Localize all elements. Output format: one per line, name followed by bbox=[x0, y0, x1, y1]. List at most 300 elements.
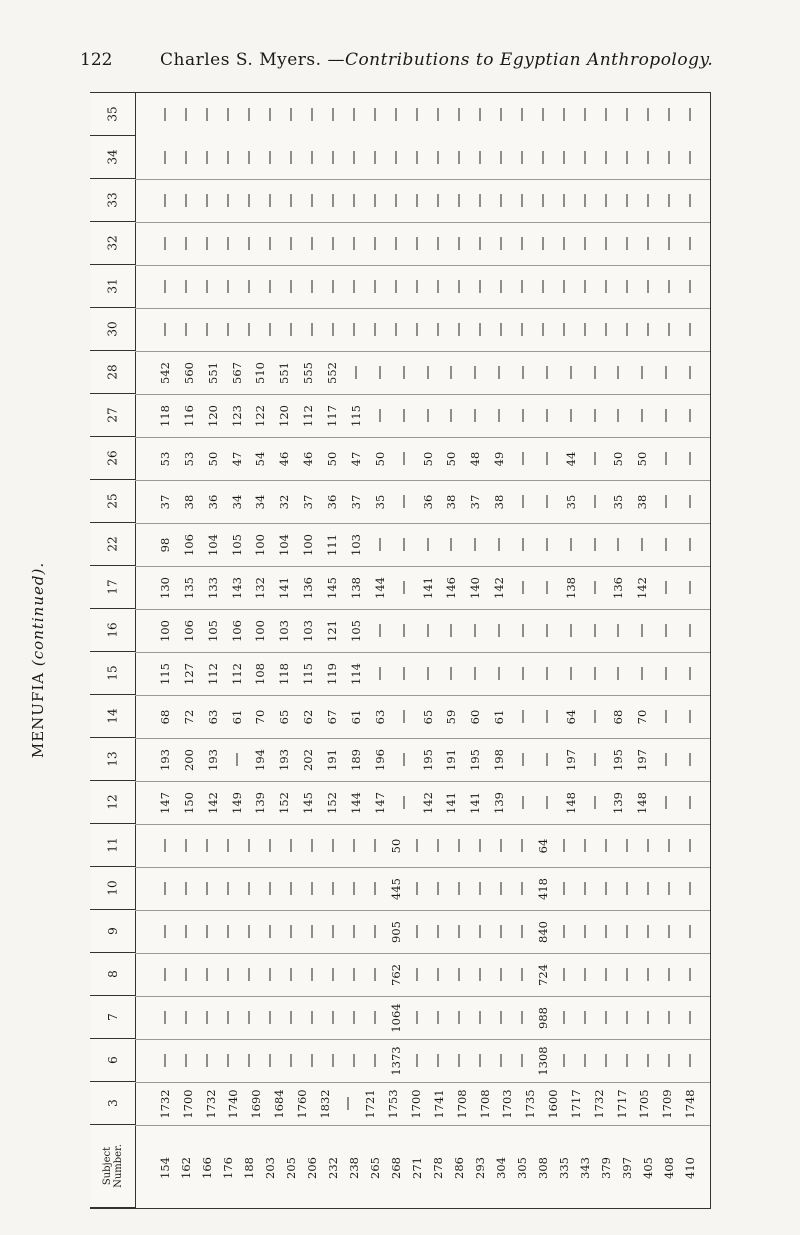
cell-value: 133 bbox=[205, 576, 220, 599]
empty-dash bbox=[375, 280, 376, 293]
cell-value: 146 bbox=[444, 576, 459, 599]
cell-value: 37 bbox=[348, 494, 363, 509]
cell-value: 198 bbox=[492, 748, 507, 771]
measurement-row bbox=[135, 265, 710, 309]
cell-value: 36 bbox=[420, 494, 435, 509]
empty-dash bbox=[249, 151, 250, 164]
empty-dash bbox=[451, 667, 452, 680]
empty-dash bbox=[438, 151, 439, 164]
cell-value: 200 bbox=[181, 748, 196, 771]
empty-dash bbox=[354, 323, 355, 336]
cell-value: 106 bbox=[229, 619, 244, 642]
column-header bbox=[90, 824, 135, 867]
cell-value: 988 bbox=[536, 1006, 550, 1029]
empty-dash bbox=[475, 409, 476, 422]
cell-value: 142 bbox=[420, 791, 435, 814]
cell-value: 68 bbox=[611, 709, 626, 724]
empty-dash bbox=[499, 538, 500, 551]
empty-dash bbox=[627, 839, 628, 852]
empty-dash bbox=[375, 151, 376, 164]
column-header bbox=[90, 394, 135, 437]
empty-dash bbox=[475, 667, 476, 680]
column-header-label: 3 bbox=[105, 1099, 120, 1107]
cell-value: 38 bbox=[181, 494, 196, 509]
empty-dash bbox=[312, 882, 313, 895]
subject-number: 271 bbox=[410, 1156, 424, 1179]
empty-dash bbox=[333, 323, 334, 336]
empty-dash bbox=[354, 151, 355, 164]
subject-number: 205 bbox=[284, 1156, 298, 1179]
empty-dash bbox=[403, 538, 404, 551]
empty-dash bbox=[312, 194, 313, 207]
cell-value: 136 bbox=[611, 576, 626, 599]
cell-value: 135 bbox=[181, 576, 196, 599]
cell-value: 193 bbox=[205, 748, 220, 771]
cell-value: 53 bbox=[158, 451, 172, 466]
cell-value: 38 bbox=[492, 494, 507, 509]
measurement-row bbox=[135, 996, 710, 1040]
cell-value: 119 bbox=[325, 662, 340, 685]
subject-number: 304 bbox=[494, 1156, 508, 1179]
empty-dash bbox=[666, 495, 667, 508]
cell-value: 68 bbox=[158, 709, 172, 724]
empty-dash bbox=[480, 237, 481, 250]
empty-dash bbox=[291, 323, 292, 336]
empty-dash bbox=[375, 108, 376, 121]
empty-dash bbox=[606, 968, 607, 981]
empty-dash bbox=[522, 366, 523, 379]
empty-dash bbox=[480, 280, 481, 293]
cell-value: 104 bbox=[277, 533, 292, 556]
subject-number: 308 bbox=[536, 1156, 550, 1179]
cell-value: 105 bbox=[348, 619, 363, 642]
empty-dash bbox=[546, 452, 547, 465]
empty-dash bbox=[375, 194, 376, 207]
empty-dash bbox=[627, 323, 628, 336]
cell-value: 127 bbox=[181, 662, 196, 685]
empty-dash bbox=[270, 323, 271, 336]
column-header bbox=[90, 136, 135, 179]
empty-dash bbox=[501, 1054, 502, 1067]
cell-value: 70 bbox=[253, 709, 268, 724]
column-header bbox=[90, 738, 135, 781]
empty-dash bbox=[642, 366, 643, 379]
empty-dash bbox=[333, 882, 334, 895]
empty-dash bbox=[207, 323, 208, 336]
column-header bbox=[90, 867, 135, 910]
empty-dash bbox=[543, 194, 544, 207]
empty-dash bbox=[564, 151, 565, 164]
empty-dash bbox=[249, 925, 250, 938]
empty-dash bbox=[546, 667, 547, 680]
empty-dash bbox=[291, 968, 292, 981]
cell-value: 37 bbox=[301, 494, 316, 509]
empty-dash bbox=[451, 624, 452, 637]
cell-value: 50 bbox=[635, 451, 650, 466]
empty-dash bbox=[564, 925, 565, 938]
cell-value: 100 bbox=[253, 619, 268, 642]
measurement-row bbox=[135, 394, 710, 438]
empty-dash bbox=[627, 925, 628, 938]
empty-dash bbox=[291, 882, 292, 895]
empty-dash bbox=[375, 925, 376, 938]
cell-value: 1740 bbox=[226, 1088, 241, 1119]
empty-dash bbox=[546, 796, 547, 809]
empty-dash bbox=[690, 581, 691, 594]
empty-dash bbox=[427, 538, 428, 551]
cell-value: 64 bbox=[536, 838, 550, 853]
empty-dash bbox=[165, 194, 166, 207]
empty-dash bbox=[186, 323, 187, 336]
cell-value: 47 bbox=[348, 451, 363, 466]
empty-dash bbox=[228, 925, 229, 938]
empty-dash bbox=[594, 667, 595, 680]
cell-value: 117 bbox=[325, 404, 340, 427]
cell-value: 35 bbox=[372, 494, 387, 509]
empty-dash bbox=[333, 194, 334, 207]
empty-dash bbox=[207, 882, 208, 895]
empty-dash bbox=[396, 151, 397, 164]
empty-dash bbox=[207, 1011, 208, 1024]
empty-dash bbox=[648, 1011, 649, 1024]
cell-value: 139 bbox=[253, 791, 268, 814]
cell-value: 100 bbox=[301, 533, 316, 556]
empty-dash bbox=[459, 194, 460, 207]
measurement-row bbox=[135, 136, 710, 180]
cell-value: 103 bbox=[301, 619, 316, 642]
empty-dash bbox=[543, 108, 544, 121]
empty-dash bbox=[403, 753, 404, 766]
empty-dash bbox=[648, 1054, 649, 1067]
empty-dash bbox=[594, 538, 595, 551]
empty-dash bbox=[228, 323, 229, 336]
cell-value: 65 bbox=[277, 709, 292, 724]
subject-number: 188 bbox=[242, 1156, 256, 1179]
cell-value: 50 bbox=[325, 451, 340, 466]
empty-dash bbox=[451, 409, 452, 422]
empty-dash bbox=[312, 151, 313, 164]
cell-value: 762 bbox=[389, 963, 403, 986]
cell-value: 50 bbox=[389, 838, 403, 853]
cell-value: 61 bbox=[348, 709, 363, 724]
empty-dash bbox=[165, 151, 166, 164]
measurement-row bbox=[135, 695, 710, 739]
empty-dash bbox=[499, 366, 500, 379]
empty-dash bbox=[666, 452, 667, 465]
cell-value: 193 bbox=[158, 748, 172, 771]
empty-dash bbox=[417, 1054, 418, 1067]
empty-dash bbox=[669, 108, 670, 121]
empty-dash bbox=[459, 237, 460, 250]
empty-dash bbox=[186, 968, 187, 981]
subject-number: 238 bbox=[347, 1156, 361, 1179]
cell-value: 132 bbox=[253, 576, 268, 599]
cell-value: 147 bbox=[372, 791, 387, 814]
empty-dash bbox=[228, 237, 229, 250]
cell-value: 63 bbox=[205, 709, 220, 724]
empty-dash bbox=[606, 925, 607, 938]
empty-dash bbox=[417, 882, 418, 895]
empty-dash bbox=[648, 108, 649, 121]
empty-dash bbox=[354, 925, 355, 938]
empty-dash bbox=[249, 968, 250, 981]
empty-dash bbox=[165, 323, 166, 336]
empty-dash bbox=[312, 1011, 313, 1024]
empty-dash bbox=[403, 710, 404, 723]
empty-dash bbox=[606, 237, 607, 250]
column-header-label: 26 bbox=[105, 450, 120, 466]
empty-dash bbox=[403, 495, 404, 508]
empty-dash bbox=[249, 108, 250, 121]
empty-dash bbox=[270, 1011, 271, 1024]
subject-number: 286 bbox=[452, 1156, 466, 1179]
column-header-label: 16 bbox=[105, 622, 120, 638]
empty-dash bbox=[165, 280, 166, 293]
cell-value: 138 bbox=[348, 576, 363, 599]
column-header-label: 35 bbox=[105, 106, 120, 122]
cell-value: 145 bbox=[301, 791, 316, 814]
subject-number: 408 bbox=[662, 1156, 676, 1179]
cell-value: 1708 bbox=[454, 1088, 469, 1119]
measurement-row bbox=[135, 738, 710, 782]
empty-dash bbox=[690, 151, 691, 164]
empty-dash bbox=[522, 1054, 523, 1067]
empty-dash bbox=[627, 1054, 628, 1067]
empty-dash bbox=[480, 882, 481, 895]
cell-value: 34 bbox=[253, 494, 268, 509]
cell-value: 64 bbox=[563, 709, 578, 724]
empty-dash bbox=[669, 194, 670, 207]
measurement-row bbox=[135, 437, 710, 481]
column-header-label: 6 bbox=[105, 1056, 120, 1064]
cell-value: 140 bbox=[468, 576, 483, 599]
cell-value: 106 bbox=[181, 619, 196, 642]
empty-dash bbox=[648, 323, 649, 336]
empty-dash bbox=[594, 624, 595, 637]
empty-dash bbox=[690, 495, 691, 508]
empty-dash bbox=[291, 1054, 292, 1067]
cell-value: 194 bbox=[253, 748, 268, 771]
cell-value: 141 bbox=[468, 791, 483, 814]
empty-dash bbox=[403, 409, 404, 422]
empty-dash bbox=[669, 968, 670, 981]
cell-value: 98 bbox=[158, 537, 172, 552]
measurement-row bbox=[135, 953, 710, 997]
column-header-label: 15 bbox=[105, 665, 120, 681]
empty-dash bbox=[564, 237, 565, 250]
cell-value: 141 bbox=[420, 576, 435, 599]
cell-value: 112 bbox=[229, 662, 244, 685]
measurement-row bbox=[135, 652, 710, 696]
empty-dash bbox=[207, 839, 208, 852]
empty-dash bbox=[618, 624, 619, 637]
cell-value: 1732 bbox=[591, 1088, 606, 1119]
empty-dash bbox=[379, 409, 380, 422]
cell-value: 46 bbox=[277, 451, 292, 466]
empty-dash bbox=[354, 194, 355, 207]
empty-dash bbox=[642, 538, 643, 551]
cell-value: 142 bbox=[492, 576, 507, 599]
empty-dash bbox=[570, 409, 571, 422]
cell-value: 148 bbox=[563, 791, 578, 814]
subject-number: 397 bbox=[620, 1156, 634, 1179]
empty-dash bbox=[249, 194, 250, 207]
empty-dash bbox=[291, 194, 292, 207]
empty-dash bbox=[648, 839, 649, 852]
empty-dash bbox=[499, 624, 500, 637]
empty-dash bbox=[690, 194, 691, 207]
empty-dash bbox=[480, 968, 481, 981]
column-header-label: 22 bbox=[105, 536, 120, 552]
empty-dash bbox=[354, 280, 355, 293]
cell-value: 139 bbox=[492, 791, 507, 814]
measurement-row bbox=[135, 867, 710, 911]
cell-value: 44 bbox=[563, 451, 578, 466]
empty-dash bbox=[690, 1011, 691, 1024]
column-header-label: 12 bbox=[105, 794, 120, 810]
empty-dash bbox=[522, 323, 523, 336]
empty-dash bbox=[585, 1011, 586, 1024]
empty-dash bbox=[690, 710, 691, 723]
empty-dash bbox=[165, 839, 166, 852]
empty-dash bbox=[270, 151, 271, 164]
empty-dash bbox=[403, 452, 404, 465]
empty-dash bbox=[585, 839, 586, 852]
cell-value: 141 bbox=[277, 576, 292, 599]
empty-dash bbox=[396, 237, 397, 250]
empty-dash bbox=[417, 1011, 418, 1024]
cell-value: 35 bbox=[563, 494, 578, 509]
empty-dash bbox=[228, 839, 229, 852]
empty-dash bbox=[648, 925, 649, 938]
empty-dash bbox=[666, 710, 667, 723]
empty-dash bbox=[669, 839, 670, 852]
cell-value: 1709 bbox=[660, 1088, 675, 1119]
empty-dash bbox=[207, 108, 208, 121]
empty-dash bbox=[564, 1054, 565, 1067]
cell-value: 72 bbox=[181, 709, 196, 724]
empty-dash bbox=[228, 108, 229, 121]
cell-value: 54 bbox=[253, 451, 268, 466]
empty-dash bbox=[669, 280, 670, 293]
cell-value: 50 bbox=[205, 451, 220, 466]
empty-dash bbox=[375, 968, 376, 981]
empty-dash bbox=[690, 280, 691, 293]
empty-dash bbox=[666, 409, 667, 422]
cell-value: 38 bbox=[444, 494, 459, 509]
column-header bbox=[90, 781, 135, 824]
empty-dash bbox=[186, 882, 187, 895]
cell-value: 551 bbox=[205, 361, 220, 384]
empty-dash bbox=[249, 280, 250, 293]
empty-dash bbox=[690, 753, 691, 766]
empty-dash bbox=[690, 882, 691, 895]
empty-dash bbox=[312, 280, 313, 293]
empty-dash bbox=[522, 409, 523, 422]
empty-dash bbox=[427, 667, 428, 680]
empty-dash bbox=[228, 194, 229, 207]
empty-dash bbox=[249, 323, 250, 336]
measurement-row bbox=[135, 1039, 710, 1083]
empty-dash bbox=[480, 323, 481, 336]
cell-value: 724 bbox=[536, 963, 550, 986]
empty-dash bbox=[501, 151, 502, 164]
empty-dash bbox=[165, 1011, 166, 1024]
cell-value: 36 bbox=[205, 494, 220, 509]
empty-dash bbox=[333, 925, 334, 938]
subject-number: 335 bbox=[557, 1156, 571, 1179]
measurement-row bbox=[135, 308, 710, 352]
cell-value: 37 bbox=[468, 494, 483, 509]
data-table bbox=[90, 92, 711, 1209]
empty-dash bbox=[546, 624, 547, 637]
cell-value: 196 bbox=[372, 748, 387, 771]
empty-dash bbox=[690, 624, 691, 637]
cell-value: 152 bbox=[277, 791, 292, 814]
empty-dash bbox=[546, 581, 547, 594]
empty-dash bbox=[546, 409, 547, 422]
side-title-continued: (continued). bbox=[29, 561, 47, 667]
empty-dash bbox=[438, 108, 439, 121]
empty-dash bbox=[165, 108, 166, 121]
empty-dash bbox=[606, 151, 607, 164]
empty-dash bbox=[594, 452, 595, 465]
empty-dash bbox=[207, 1054, 208, 1067]
measurement-row bbox=[135, 566, 710, 610]
empty-dash bbox=[564, 280, 565, 293]
empty-dash bbox=[666, 366, 667, 379]
column-header-label: 9 bbox=[105, 927, 120, 935]
empty-dash bbox=[375, 839, 376, 852]
cell-value: 418 bbox=[536, 877, 550, 900]
empty-dash bbox=[417, 323, 418, 336]
empty-dash bbox=[594, 796, 595, 809]
measurement-row bbox=[135, 480, 710, 524]
empty-dash bbox=[522, 538, 523, 551]
empty-dash bbox=[522, 495, 523, 508]
column-header bbox=[90, 609, 135, 652]
column-header bbox=[90, 480, 135, 523]
empty-dash bbox=[403, 581, 404, 594]
empty-dash bbox=[249, 839, 250, 852]
column-header bbox=[90, 523, 135, 566]
column-header-label: 30 bbox=[105, 321, 120, 337]
empty-dash bbox=[642, 409, 643, 422]
column-header bbox=[90, 996, 135, 1039]
empty-dash bbox=[585, 280, 586, 293]
empty-dash bbox=[606, 882, 607, 895]
empty-dash bbox=[666, 753, 667, 766]
cell-value: 195 bbox=[420, 748, 435, 771]
empty-dash bbox=[690, 452, 691, 465]
cell-value: 100 bbox=[158, 619, 172, 642]
cell-value: 1705 bbox=[637, 1088, 652, 1119]
empty-dash bbox=[354, 839, 355, 852]
side-title bbox=[29, 460, 47, 860]
empty-dash bbox=[417, 237, 418, 250]
empty-dash bbox=[480, 1011, 481, 1024]
subject-number: 206 bbox=[305, 1156, 319, 1179]
column-header-label: 7 bbox=[105, 1013, 120, 1021]
empty-dash bbox=[606, 1011, 607, 1024]
cell-value: 1741 bbox=[431, 1088, 446, 1119]
cell-value: 1308 bbox=[536, 1045, 550, 1076]
empty-dash bbox=[648, 237, 649, 250]
empty-dash bbox=[312, 323, 313, 336]
empty-dash bbox=[228, 968, 229, 981]
cell-value: 1690 bbox=[249, 1088, 264, 1119]
empty-dash bbox=[669, 1054, 670, 1067]
